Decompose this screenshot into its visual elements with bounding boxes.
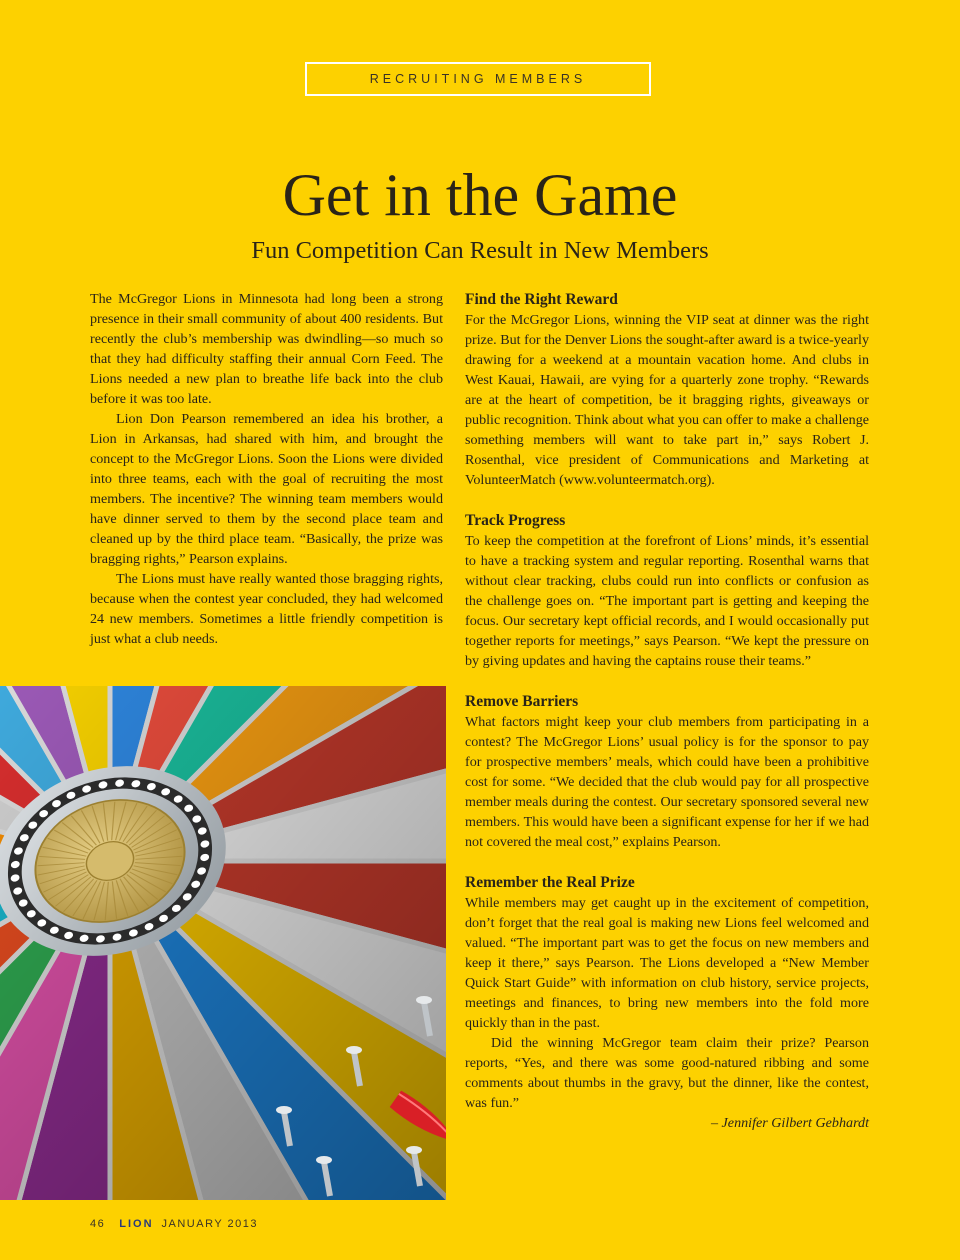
magazine-name: LION [119,1218,154,1230]
section-remove-barriers [465,691,869,852]
section-paragraph: To keep the competition at the forefront of Lions’ minds, it’s essential to have a tracking system and regular reporting. Rosenthal warns that without clear tracking, clubs could run into conflicts or confusion as the challenge goes on. “The important part is getting and keeping the focus. Our secretary kept official records, and I would occasionally put together reports for meetings,” says Pearson. “We kept the pressure on by giving updates and having the captains rouse their teams.” [465,533,869,669]
page-footer [90,1218,258,1230]
section-heading: Remove Barriers [465,693,579,710]
section-remember-the-real-prize [465,872,869,1133]
section-kicker: RECRUITING MEMBERS [305,62,651,96]
intro-paragraph-1: The McGregor Lions in Minnesota had long been a strong presence in their small community of about 400 residents. But recently the club’s membership was dwindling—so much so that they had difficulty staffing their annual Corn Feed. The Lions needed a new plan to breathe life back into the club before it was too late. [90,291,443,407]
author-byline: – Jennifer Gilbert Gebhardt [710,1115,869,1131]
prize-wheel-photo [0,686,446,1200]
prize-wheel-illustration [0,686,446,1200]
section-find-the-right-reward [465,289,869,490]
article-subtitle: Fun Competition Can Result in New Members [251,237,709,264]
issue-date: JANUARY 2013 [161,1218,259,1230]
right-column [465,289,869,1133]
section-paragraph: Did the winning McGregor team claim their prize? Pearson reports, “Yes, and there was some good-natured ribbing and some comments about thumbs in the gravy, but the dinner, like the contest, was fun.” [465,1035,869,1111]
section-paragraph: What factors might keep your club members from participating in a contest? The McGregor Lions’ usual policy is for the sponsor to pay for prospective members’ meals, which could have been a prohibitive cost for some. “We decided that the club would pay for all prospective member meals during the contest. Our secretary sponsored several new members. This would have been a significant expense for her if we had not covered the meal cost,” explains Pearson. [465,714,869,850]
section-heading: Find the Right Reward [465,291,618,308]
intro-paragraph-2: Lion Don Pearson remembered an idea his brother, a Lion in Arkansas, had shared with him, and brought the concept to the McGregor Lions. Soon the Lions were divided into three teams, each with the goal of recruiting the most members. The incentive? The winning team members would have dinner served to them by the second place team and cleaned up by the third place team. “Basically, the prize was bragging rights,” Pearson explains. [90,411,443,567]
section-track-progress [465,510,869,671]
section-paragraph: While members may get caught up in the excitement of competition, don’t forget that the real goal is making new Lions feel welcomed and valued. “The important part was to get the focus on new members and keep it there,” says Pearson. The Lions developed a “New Member Quick Start Guide” with information on club history, service projects, meetings and finances, to bring new members into the fold more quickly than in the past. [465,895,869,1031]
section-paragraph: For the McGregor Lions, winning the VIP seat at dinner was the right prize. But for the Denver Lions the sought-after award is a twice-yearly drawing for a weekend at a mountain vacation home. And clubs in West Kauai, Hawaii, are vying for a quarterly zone trophy. “Rewards are at the heart of competition, be it bragging rights, giveaways or public recognition. Think about what you can offer to make a challenge something members will want to take part in,” says Robert J. Rosenthal, vice president of Communications and Marketing at VolunteerMatch (www.volunteermatch.org). [465,312,869,488]
section-heading: Remember the Real Prize [465,874,635,891]
article-title: Get in the Game [282,162,678,228]
left-column [90,289,443,649]
page-number: 46 [90,1218,106,1230]
intro-paragraph-3: The Lions must have really wanted those bragging rights, because when the contest year concluded, they had welcomed 24 new members. Sometimes a little friendly competition is just what a club needs. [90,571,443,647]
section-heading: Track Progress [465,512,566,529]
